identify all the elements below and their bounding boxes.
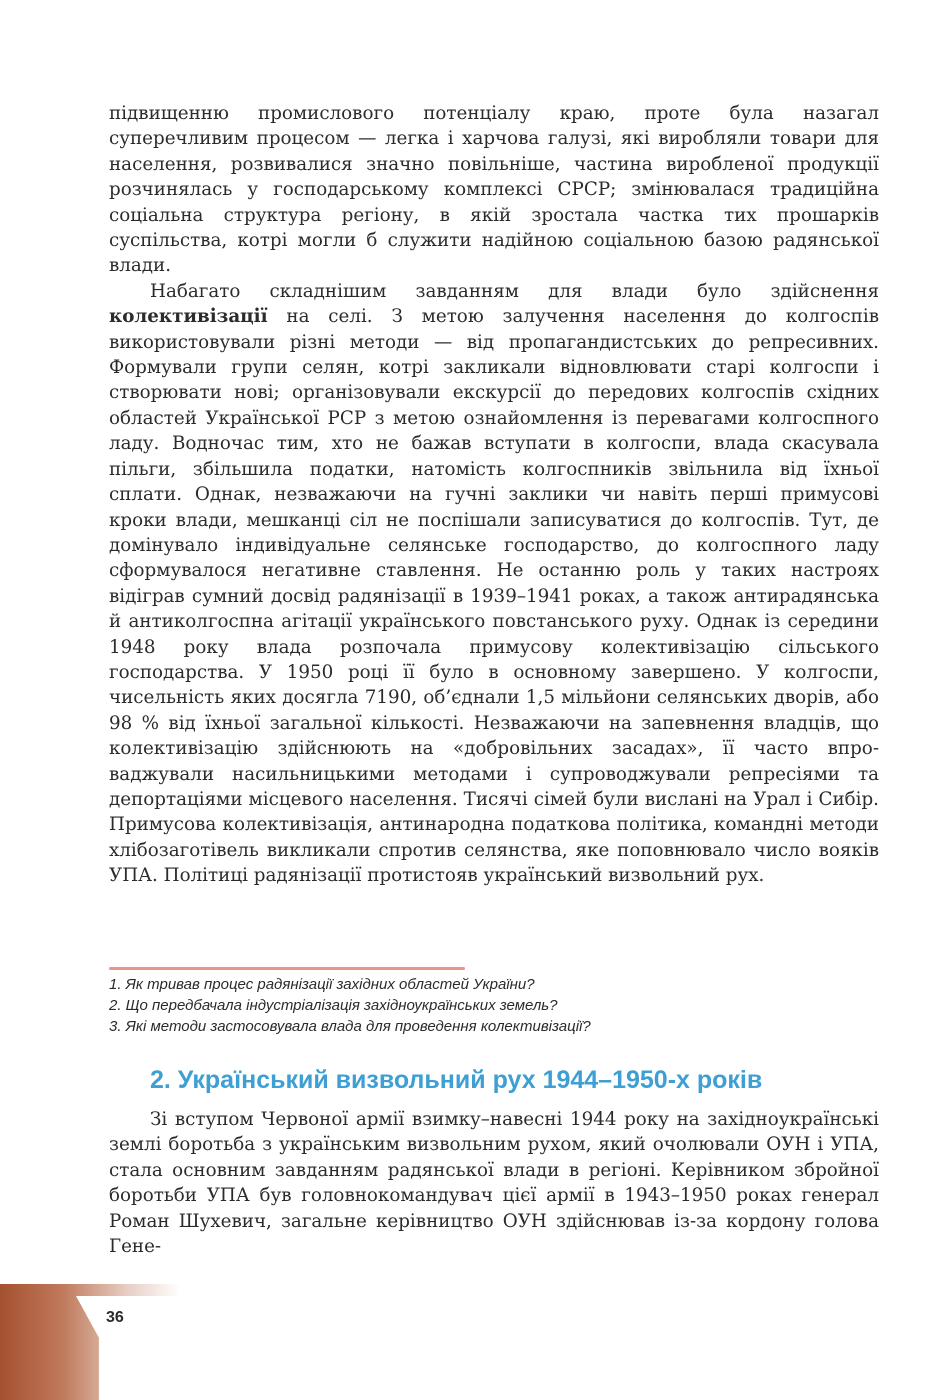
main-text	[109, 101, 879, 889]
page-number: 36	[106, 1309, 124, 1326]
review-questions	[109, 974, 889, 1037]
questions-divider	[109, 967, 465, 970]
question-2: 2. Що передбачала індустріалізація західноукраїнських земель?	[109, 997, 558, 1014]
paragraph-collectivization: Набагато складнішим завданням для влади було здійснення колективізації на селі. З метою залучення населення до колгоспів використовували різні методи — від пропагандистських до репресивних. Формували групи селян, котрі закликали відновлювати старі колгоспи і створювати нові; організовували екскурсії до передових колгоспів східних областей Української РСР з метою ознайомлення із перевагами колгоспного ладу. Водночас тим, хто не бажав вступати в колгоспи, влада скасувала пільги, збільшила податки, натомість колгоспників звільнила від їхньої сплати. Однак, незважаючи на гучні заклики чи навіть перші примусові кроки влади, мешканці сіл не поспішали записуватися до колгоспів. Тут, де домінувало індивідуальне селянське господарство, до колгоспного ладу сформувалося негативне ставлення. Не останню роль у таких настроях відіграв сумний досвід радянізації в 1939–1941 роках, а також антирадянська й антиколгоспна агітації українського повстанського руху. Однак із середини 1948 року влада розпочала примусову колективізацію сільського господарства. У 1950 році її було в основному завершено. У колгоспи, чисельність яких досягла 7190, об’єднали 1,5 мільйони селянських дворів, або 98 % від їхньої загальної кількості. Незважаючи на запевнення владців, що колективізацію здійснюють на «добровільних засадах», її часто впроваджували насильницькими методами і супроводжували репресіями та депортаціями місцевого населення. Тисячі сімей були вислані на Урал і Сибір. Примусова колективізація, антинародна податкова політика, командні методи хлібозаготівель викликали спротив селянства, яке поповнювало число вояків УПА. Політиці радянізації протистояв український визвольний рух.	[109, 280, 879, 887]
question-1: 1. Як тривав процес радянізації західних областей України?	[109, 976, 535, 993]
paragraph-industrialization: підвищенню промислового потенціалу краю, проте була назагал суперечливим процесом — легка і харчова галузі, які виробляли товари для населення, розвивалися значно повільніше, частина виробленої продукції розчинялась у господарському комплексі СРСР; змінювалася традиційна соціальна структура регіону, в якій зростала частка тих прошарків суспільства, котрі могли б служити надійною соціальною базою радянської влади.	[109, 103, 879, 277]
question-3: 3. Які методи застосовувала влада для проведення колективізації?	[109, 1018, 591, 1035]
section-heading: 2. Український визвольний рух 1944–1950-х років	[150, 1066, 763, 1094]
paragraph-liberation-movement: Зі вступом Червоної армії взимку–навесні 1944 року на західноукраїнські землі боротьба з українським визвольним рухом, який очолювали ОУН і УПА, стала основним завданням радянської влади в регіоні. Керівником збройної боротьби УПА був головнокомандувач цієї армії в 1943–1950 роках генерал Роман Шухевич, загальне керівництво ОУН здійснював із-за кордону голова Гене-	[109, 1109, 879, 1258]
section-text	[109, 1107, 879, 1259]
